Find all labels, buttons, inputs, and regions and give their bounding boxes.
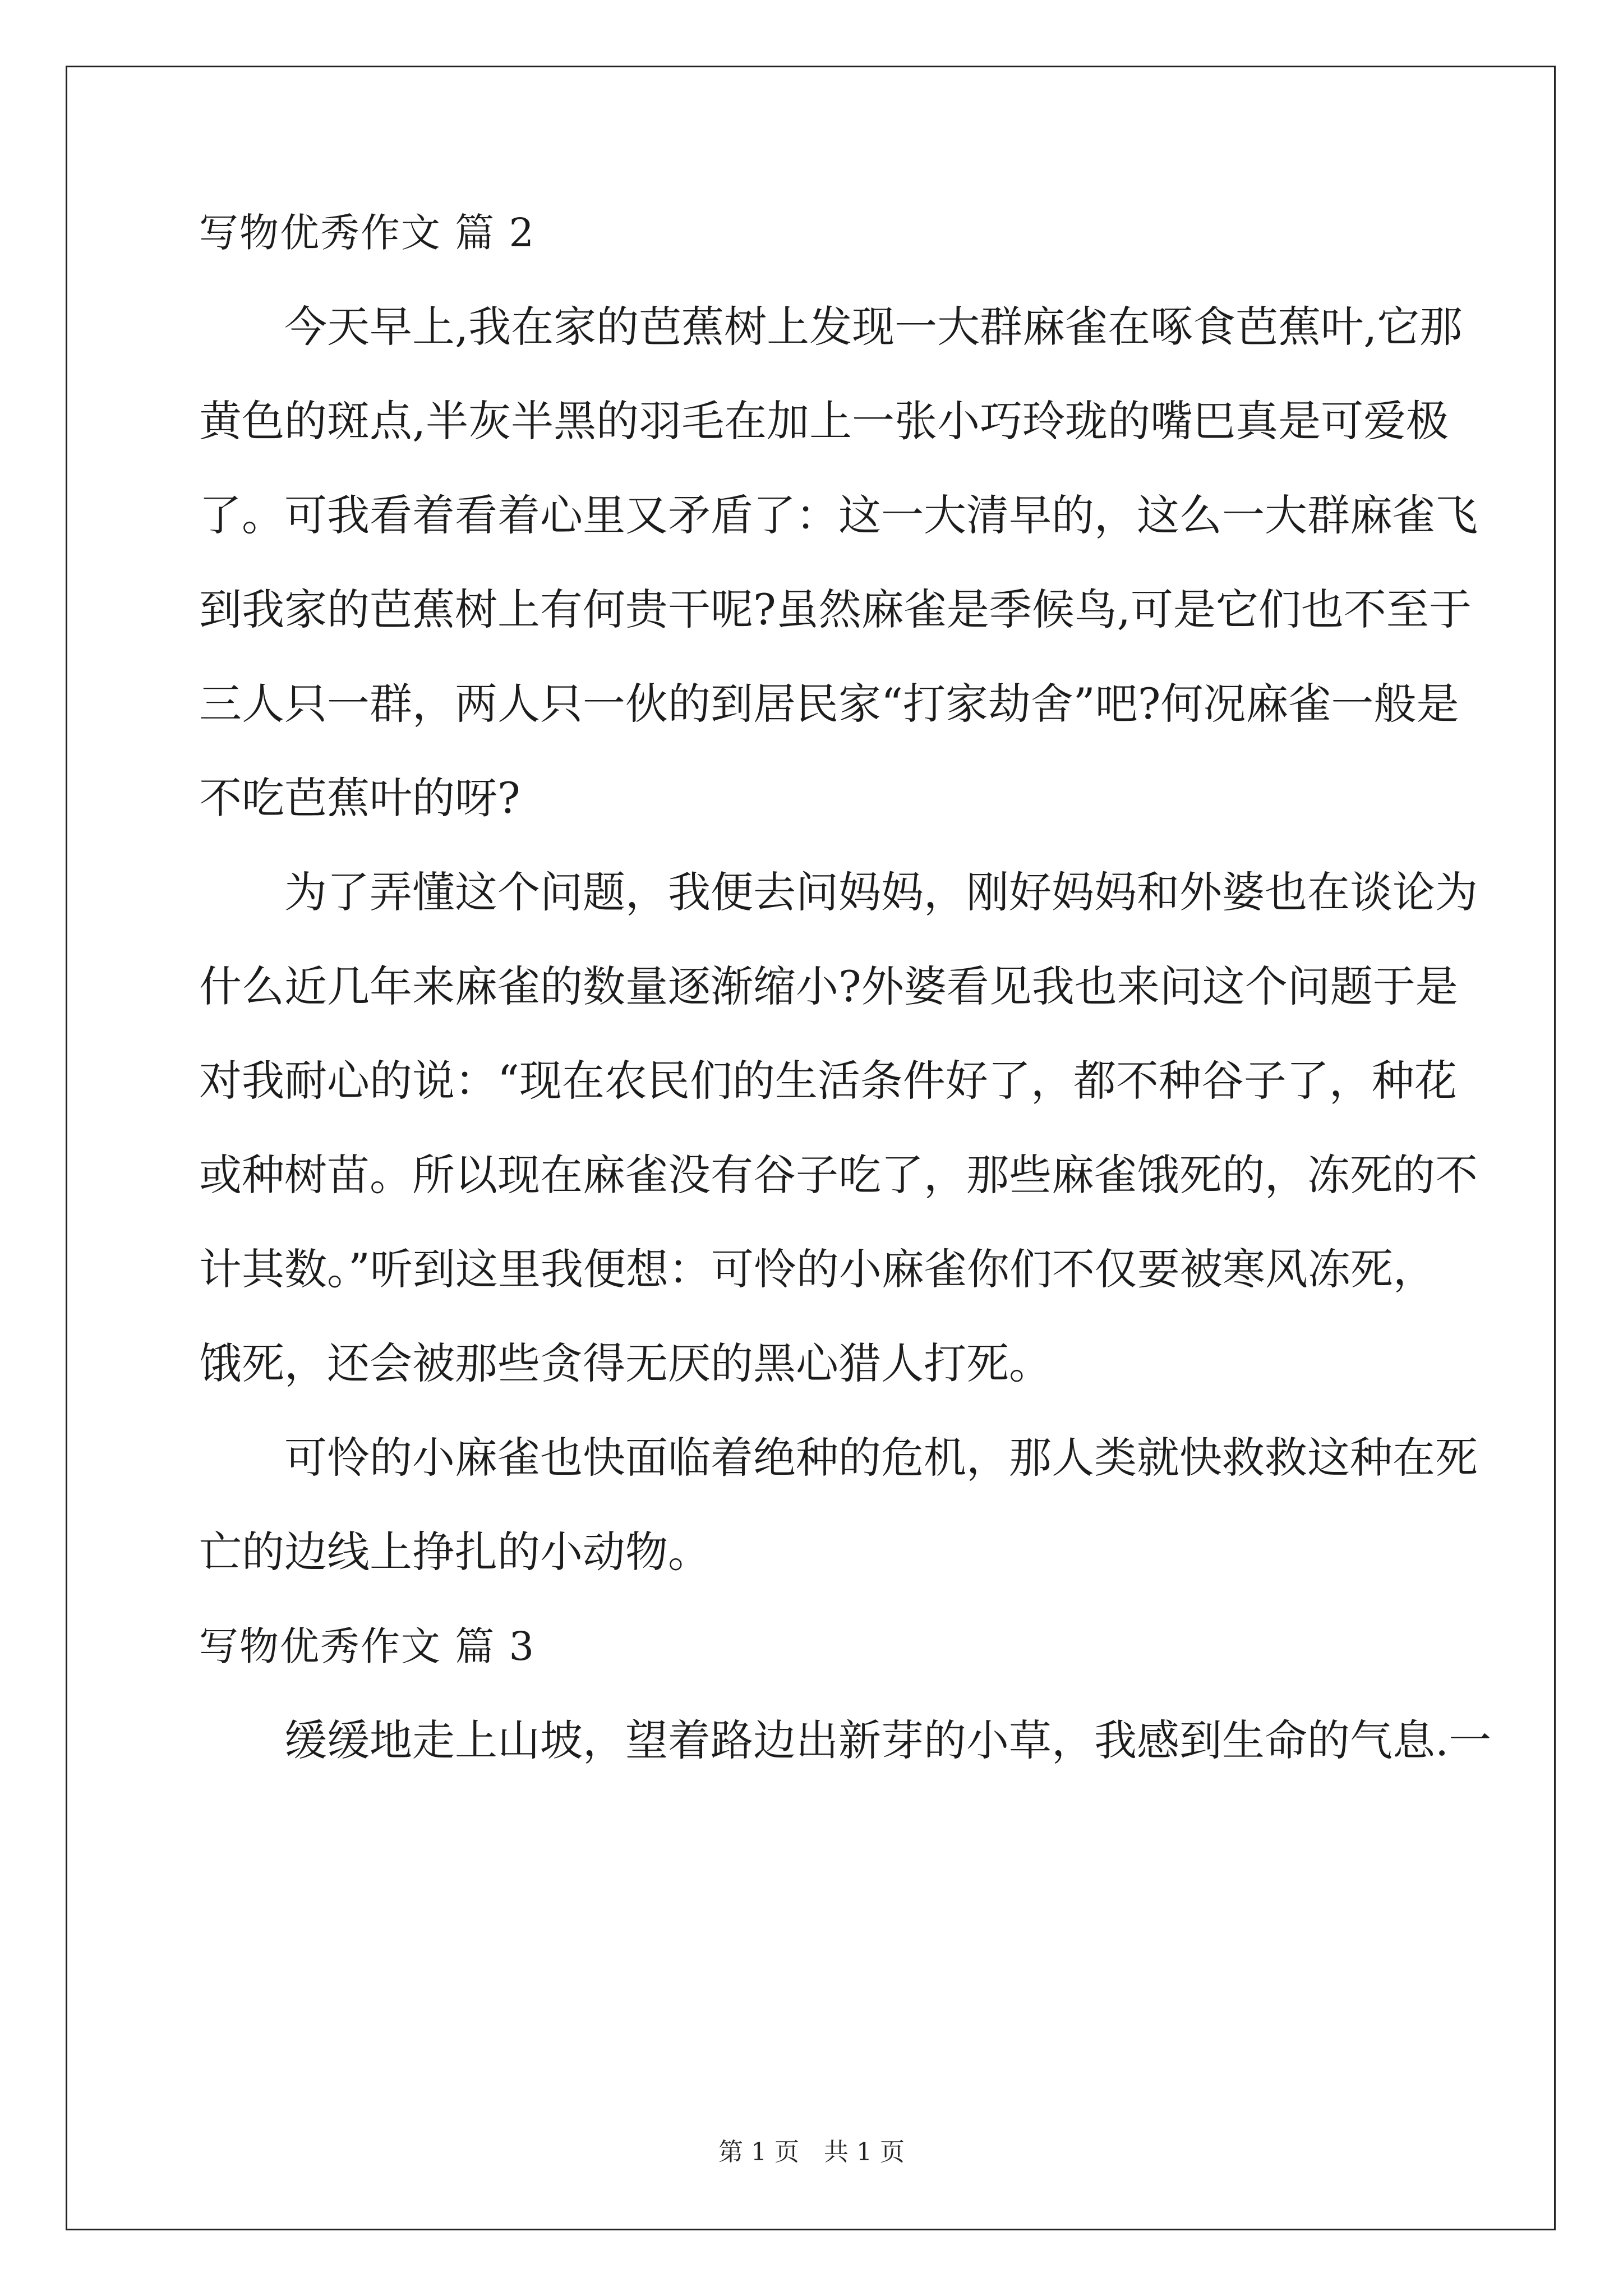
paragraph-line: 为了弄懂这个问题，我便去问妈妈，刚好妈妈和外婆也在谈论为 bbox=[284, 867, 1478, 917]
section-heading: 写物优秀作文 篇 3 bbox=[199, 1623, 536, 1669]
paragraph-line: 今天早上,我在家的芭蕉树上发现一大群麻雀在啄食芭蕉叶,它那 bbox=[284, 302, 1463, 352]
paragraph-line: 到我家的芭蕉树上有何贵干呢?虽然麻雀是季候鸟,可是它们也不至于 bbox=[199, 585, 1472, 634]
paragraph-line: 三人只一群，两人只一伙的到居民家“打家劫舍”吧?何况麻雀一般是 bbox=[199, 679, 1459, 729]
page-footer: 第 1 页 共 1 页 bbox=[718, 2138, 905, 2166]
paragraph-line: 亡的边线上挣扎的小动物。 bbox=[199, 1527, 711, 1577]
paragraph-line: 不吃芭蕉叶的呀? bbox=[199, 773, 520, 823]
paragraph-line: 什么近几年来麻雀的数量逐渐缩小?外婆看见我也来问这个问题于是 bbox=[199, 961, 1458, 1011]
paragraph-line: 可怜的小麻雀也快面临着绝种的危机，那人类就快救救这种在死 bbox=[284, 1433, 1478, 1483]
paragraph-line: 饿死，还会被那些贪得无厌的黑心猎人打死。 bbox=[199, 1338, 1052, 1388]
paragraph-line: 或种树苗。所以现在麻雀没有谷子吃了，那些麻雀饿死的，冻死的不 bbox=[199, 1150, 1478, 1200]
paragraph-line: 对我耐心的说：“现在农民们的生活条件好了，都不种谷子了，种花 bbox=[199, 1056, 1457, 1106]
paragraph-line: 了。可我看着看着心里又矛盾了：这一大清早的，这么一大群麻雀飞 bbox=[199, 490, 1478, 540]
paragraph-line: 缓缓地走上山坡，望着路边出新芽的小草，我感到生命的气息.一 bbox=[284, 1715, 1492, 1765]
paragraph-line: 计其数。”听到这里我便想：可怜的小麻雀你们不仅要被寒风冻死， bbox=[199, 1244, 1436, 1294]
paragraph-line: 黄色的斑点,半灰半黑的羽毛在加上一张小巧玲珑的嘴巴真是可爱极 bbox=[199, 396, 1449, 446]
section-heading: 写物优秀作文 篇 2 bbox=[199, 210, 536, 256]
